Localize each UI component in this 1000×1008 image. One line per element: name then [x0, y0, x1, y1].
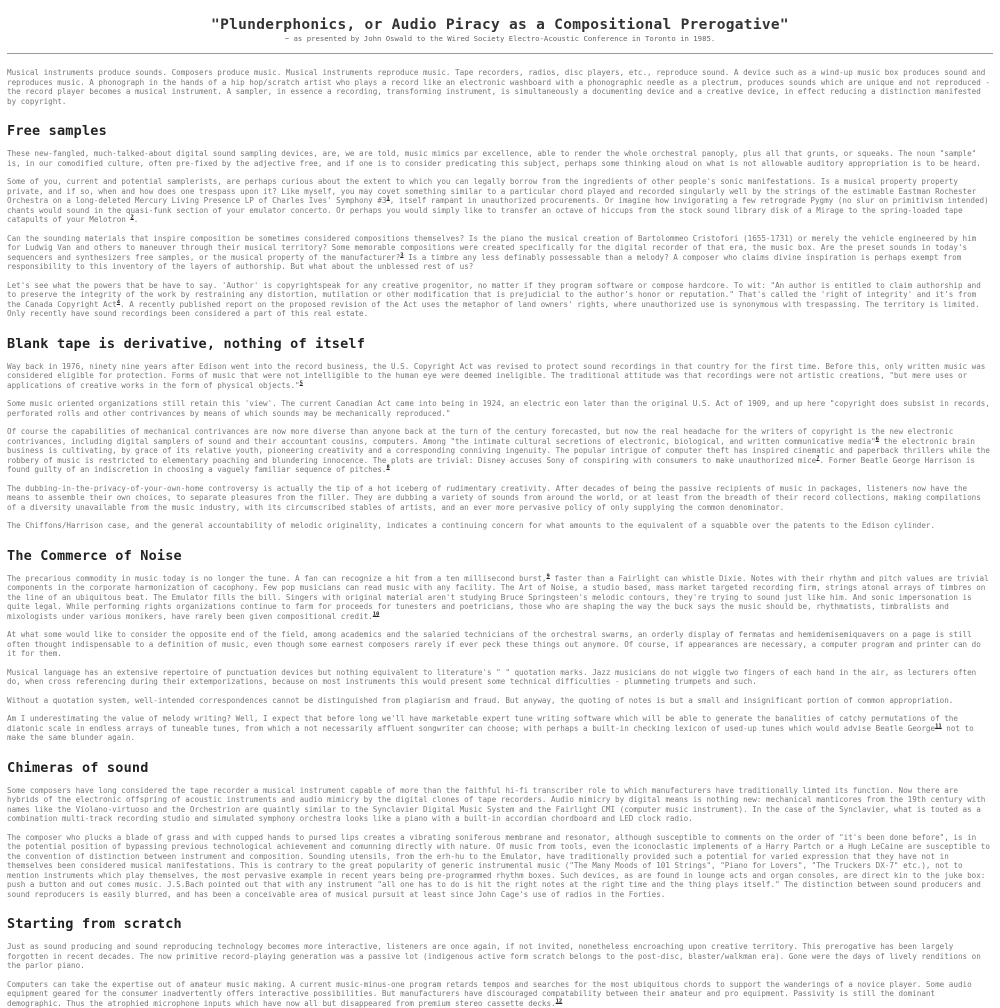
section-heading-commerce-of-noise: The Commerce of Noise: [7, 548, 993, 564]
paragraph-text: The precarious commodity in music today is no longer the tune. A fan can recognize a hit from a ten millisecond burst,: [7, 574, 546, 583]
footnote-link[interactable]: 6: [876, 436, 879, 442]
paragraph: [7, 281, 993, 319]
footnote-link[interactable]: 1: [386, 195, 389, 201]
paragraph: [7, 714, 993, 743]
paragraph-text: Some of you, current and potential samplerists, are perhaps curious about the extent to which you can legally borrow from the ingredients of other people's sonic manifestations. Is a musical property property private, and if so, when and how does one trespass upon it? Like myself, you may covet something similar to a particular chord played and recorded singularly well by the strings of the estimable Eastman Rochester Orchestra on a long-deleted Mercury Living Presence LP of Charles Ives' Symphony #3: [7, 177, 976, 205]
paragraph: Just as sound producing and sound reproducing technology becomes more interactive, listeners are once again, if not invited, nonetheless encroaching upon creative territory. This prerogative has been largely forgotten in recent decades. The now primitive record-playing generation was a passive lot (indigenous active form scratch belongs to the post-disc, blaster/walkman era). Gone were the days of lively renditions on the parlor piano.: [7, 942, 993, 971]
paragraph-text: Computers can take the expertise out of amateur music making. A current music-minus-one program retards tempos and searches for the most ubiquitous chords to support the wanderings of a novice player. Some audio equipment geared for the consumer inadvertently offers interactive possibilities. But manufacturers have discouraged compatability between their amateur and pro equipment. Passivity is still the dominant demographic. Thus the atrophied microphone inputs which have now all but disappeared from premium stereo cassette decks.: [7, 980, 972, 1008]
section-heading-chimeras-of-sound: Chimeras of sound: [7, 760, 993, 776]
section-heading-blank-tape: Blank tape is derivative, nothing of itself: [7, 336, 993, 352]
paragraph-text: Can the sounding materials that inspire composition be sometimes considered compositions themselves? Is the piano the musical creation of Bartolommeo Cristofori (1655-1731) or merely the vehicle engineered by him for Ludwig Van and others to maneuver through their musical territory? Some memorable compositions were created specifically for the digital recorder of that era, the music box. Are the preset sounds in today's sequencers and synthesizers free samples, or the musical property of the manufacturer?: [7, 234, 976, 262]
paragraph: The Chiffons/Harrison case, and the general accountability of melodic originality, indicates a continuing concern for what amounts to the equivalent of a squabble over the patents to the Edison cylinder.: [7, 521, 993, 531]
footnote-link[interactable]: 4: [117, 299, 120, 305]
intro-paragraph: Musical instruments produce sounds. Composers produce music. Musical instruments reproduce music. Tape recorders, radios, disc players, etc., reproduce sound. A device such as a wind-up music box produces sound and reproduces music. A phonograph in the hands of a hip hop/scratch artist who plays a record like an electronic washboard with a phonographic needle as a plectrum, produces sounds which are unique and not reproduced - the record player becomes a musical instrument. A sampler, in essence a recording, transforming instrument, is simultaneously a documenting device and a creative device, in effect reducing a distinction manifested by copyright.: [7, 68, 993, 106]
paragraph-text: the electronic brain business is cultivating, by grace of its relative youth, pioneering creativity and a corresponding conniving ingenuity. The popular intrigue of computer theft has inspired cinematic and paperback thrillers while the robbery of music is restricted to elementary poaching and blundering innocence. The plots are trivial: Disney accuses Sony of conspiring with consumers to make unauthorized mice: [7, 437, 990, 465]
footnote-link[interactable]: 11: [935, 723, 942, 729]
paragraph: [7, 574, 993, 622]
paragraph: Some music oriented organizations still retain this 'view'. The current Canadian Act came into being in 1924, an electric eon later than the original U.S. Act of 1909, and up here "copyright does subsist in records, perforated rolls and other contrivances by means of which sounds may be mechanically reproduced.": [7, 399, 993, 418]
paragraph: [7, 177, 993, 225]
footnote-link[interactable]: 10: [373, 611, 380, 617]
paragraph-text: faster than a Fairlight can whistle Dixie. Notes with their rhythm and pitch values are trivial components in the corporate harmonization of cacophony. Few pop musicians can read music with any facility. The Art of Noise, a studio based, mass market targeted recording firm, strings atonal arrays of timbres on the line of an ubiquitous beat. The Emulator fills the bill. Singers with original material aren't studying Bruce Springsteen's melodic contours, they're trying to sound just like him. And sonic impersonation is quite legal. While performing rights organizations continue to farm for proceeds for tunesters and poetricians, those who are shaping the way the buck says the music should be, rhythmatists, timbralists and mixologists under various monikers, have rarely been given compositional credit.: [7, 574, 989, 621]
paragraph: The composer who plucks a blade of grass and with cupped hands to pursed lips creates a vibrating soniferous membrane and resonator, although susceptible to comments on the order of "it's been done before", is in the potential position of bypassing previous technological achievement and comunning directly with nature. Of music from tools, even the iconoclastic implements of a Harry Partch or a Hugh LeCaine are susceptible to the convention of distinction between instrument and composition. Sounding utensils, from the erh-hu to the Emulator, have traditionally provided such a potential for varied expression that they have not in themselves been considered musical manifestations. This is contrary to the great popularity of generic instrumental music ("The Many Moods of 101 Strings", "Piano for Lovers", "The Truckers DX-7" etc.), not to mention instruments which play themselves, the most pervasive example in recent years being pre-programmed rhythm boxes. Such devices, as are found in lounge acts and organ consoles, are direct kin to the juke box: push a button and out comes music. J.S.Bach pointed out that with any instrument "all one has to do is hit the right notes at the right time and the thing plays itself." The distinction between sound producers and sound reproducers is easily blurred, and has been a conceivable area of musical pursuit at least since John Cage's use of radios in the Forties.: [7, 833, 993, 900]
paragraph-text: Am I underestimating the value of melody writing? Well, I expect that before long we'll have marketable expert tune writing software which will be able to generate the banalities of catchy permutations of the diatonic scale in endless arrays of tuneable tunes, from which a not necessarily affluent songwriter can choose; with perhaps a built-in checking lexicon of used-up tunes which would advise Beatle George: [7, 714, 958, 733]
footnote-link[interactable]: 2: [130, 214, 133, 220]
paragraph-text: Let's see what the powers that be have to say. 'Author' is copyrightspeak for any creative progenitor, no matter if they program software or compose hardcore. To wit: "An author is entitled to claim authorship and to preserve the integrity of the work by restraining any distortion, mutilation or other modification that is prejudicial to the author's honor or reputation." That's called the 'right of integrity' and it's from the Canada Copyright Act: [7, 281, 981, 309]
paragraph-text: Is a timbre any less definably possessable than a melody? A composer who claims divine inspiration is perhaps exempt from responsibility to this inventory of the layers of authorship. But what about the unblessed rest of us?: [7, 253, 961, 272]
paragraph-text: not to make the same blunder again.: [7, 724, 974, 743]
paragraph: Without a quotation system, well-intended correspondences cannot be distinguished from plagiarism and fraud. But anyway, the quoting of notes is but a small and insignificant portion of common appropriation.: [7, 696, 993, 706]
section-heading-free-samples: Free samples: [7, 123, 993, 139]
paragraph: At what some would like to consider the opposite end of the field, among academics and the salaried technicians of the orchestral swarms, an orderly display of fermatas and hemidemisemiquavers on a page is still often thought indispensable to a definition of music, even though some earnest composers rarely if ever peck these things out anymore. Of course, if appearances are necessary, a computer program and printer can do it for them.: [7, 630, 993, 659]
paragraph: [7, 980, 993, 1008]
paragraph: [7, 362, 993, 391]
paragraph: Musical language has an extensive repertoire of punctuation devices but nothing equivalent to literature's " " quotation marks. Jazz musicians do not wiggle two fingers of each hand in the air, as lecturers often do, when cross referencing during their extemporizations, because on most instruments this would present some technical difficulties - plummeting trumpets and such.: [7, 668, 993, 687]
footnote-link[interactable]: 9: [546, 573, 549, 579]
paragraph-text: .: [134, 215, 139, 224]
paragraph: Some composers have long considered the tape recorder a musical instrument capable of more than the faithful hi-fi transcriber role to which manufacturers have traditionally limted its function. Now there are hybrids of the electronic offspring of acoustic instruments and audio mimicry by the digital clones of tape recorders. Audio mimicry by digital means is nothing new: mechanical manticores from the 19th century with names like the Violano-virtuoso and the Orchestrion are quaintly similar to the Synclavier Digital Music System and the Fairlight CMI (computer music instrument). In the case of the Synclavier, what is touted as a combination multi-track recording studio and simulated symphony orchestra looks like a piano with a built-in accordian chordboard and LED clock radio.: [7, 786, 993, 824]
footnote-link[interactable]: 12: [556, 998, 563, 1004]
footnote-link[interactable]: 3: [400, 252, 403, 258]
paragraph: These new-fangled, much-talked-about digital sound sampling devices, are, we are told, music mimics par excellence, able to render the whole orchestral panoply, plus all that grunts, or squeaks. The noun "sample" is, in our comodified culture, often pre-fixed by the adjective free, and if one is to consider predicating this subject, perhaps some thinking aloud on what is not allowable auditory appropriation is to be heard.: [7, 149, 993, 168]
page-title: "Plunderphonics, or Audio Piracy as a Compositional Prerogative": [7, 17, 993, 33]
section-heading-starting-from-scratch: Starting from scratch: [7, 916, 993, 932]
page-subtitle: ~ as presented by John Oswald to the Wired Society Electro-Acoustic Conference in Toronto in 1985.: [7, 34, 993, 43]
paragraph-text: . Former Beatle George Harrison is found guilty of an indiscretion in choosing a vaguely familiar sequence of pitches.: [7, 456, 975, 475]
paragraph-text: Way back in 1976, ninety nine years after Edison went into the record business, the U.S. Copyright Act was revised to protect sound recordings in that country for the first time. Before this, only written music was considered eligible for protection. Forms of music that were not intelligible to the human eye were deemed ineligible. The traditional attitude was that recordings were not artistic creations, "but mere uses or applications of creative works in the form of physical objects.": [7, 362, 985, 390]
title-divider: [7, 53, 993, 54]
paragraph-text: . A recently published report on the proposed revision of the Act uses the metaphor of land owners' rights, where unauthorized use is synonymous with trespassing. The territory is limited. Only recently have sound recordings been considered a part of this real estate.: [7, 300, 980, 319]
footnote-link[interactable]: 5: [300, 380, 303, 386]
paragraph: [7, 234, 993, 272]
paragraph: [7, 427, 993, 475]
footnote-link[interactable]: 8: [386, 464, 389, 470]
footnote-link[interactable]: 7: [816, 455, 819, 461]
paragraph: The dubbing-in-the-privacy-of-your-own-home controversy is actually the tip of a hot iceberg of rudimentary creativity. After decades of being the passive recipients of music in packages, listeners now have the means to assemble their own choices, to separate pleasures from the filler. They are dubbing a variety of sounds from around the world, or at least from the breadth of their record collections, making compilations of a diversity unavailable from the music industry, with its circumscribed stables of artists, and an ever more pervasive policy of only supplying the common denominator.: [7, 484, 993, 513]
paragraph-text: , itself rampant in unauthorized procurements. Or imagine how invigorating a few retrograde Pygmy (no slur on primitivism intended) chants would sound in the quasi-funk section of your emulator concerto. Or perhaps you would simply like to transfer an octave of hiccups from the stock sound library disk of a Mirage to the spring-loaded tape catapults of your Melotron: [7, 196, 989, 224]
paragraph-text: Of course the capabilities of mechanical contrivances are now more diverse than anyone back at the turn of the century forecasted, but now the real headache for the writers of copyright is the new electronic contrivances, including digital samplers of sound and their accountant cousins, computers. Among "the intimate cultural secretions of electronic, biological, and written communicative media": [7, 427, 953, 446]
